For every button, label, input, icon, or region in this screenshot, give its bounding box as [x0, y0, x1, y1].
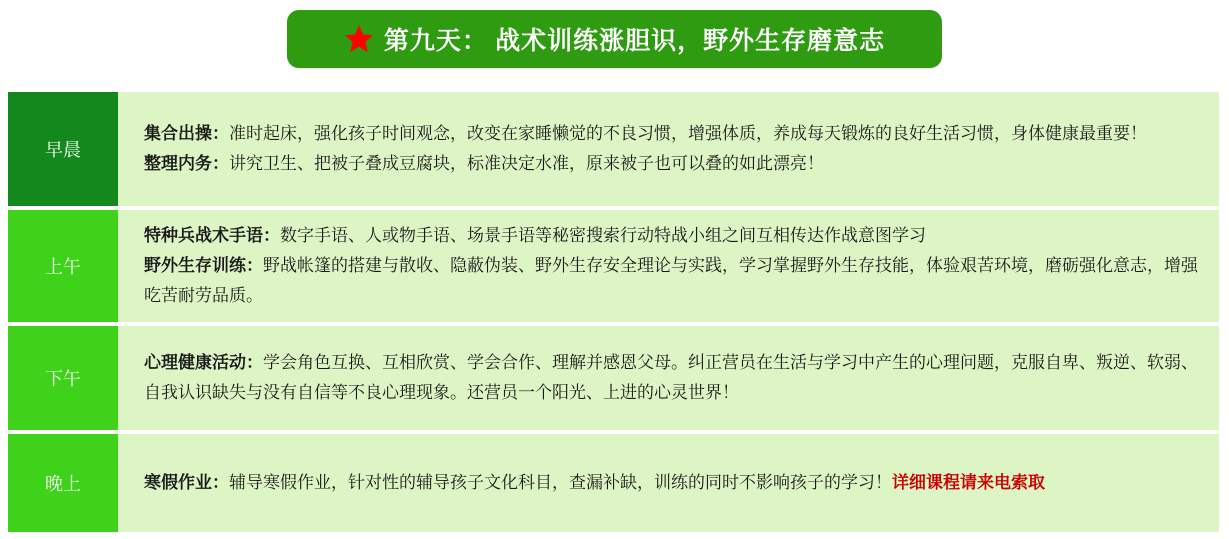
activity-content-cell [118, 92, 1219, 206]
table-row [8, 92, 1219, 206]
table-row [8, 210, 1219, 322]
activity-text: 准时起床，强化孩子时间观念，改变在家睡懒觉的不良习惯，增强体质，养成每天锻炼的良好生活习惯，身体健康最重要！ [229, 124, 1147, 144]
activity-label: 寒假作业： [144, 473, 229, 493]
contact-highlight: 详细课程请来电索取 [892, 473, 1045, 493]
time-slot-cell [8, 92, 118, 206]
activity-content-cell [118, 326, 1219, 430]
activity-paragraph [144, 221, 1201, 251]
activity-paragraph [144, 149, 1201, 179]
activity-paragraph [144, 348, 1201, 408]
time-slot-label: 上午 [45, 257, 81, 277]
title-banner [287, 10, 942, 68]
activity-paragraph [144, 251, 1201, 311]
activity-label: 心理健康活动： [144, 353, 263, 373]
time-slot-label: 晚上 [45, 474, 81, 494]
activity-text: 讲究卫生、把被子叠成豆腐块，标准决定水准，原来被子也可以叠的如此漂亮！ [229, 154, 824, 173]
activity-label: 整理内务： [144, 154, 229, 173]
activity-text: 学会角色互换、互相欣赏、学会合作、理解并感恩父母。纠正营员在生活与学习中产生的心理问题，克服自卑、叛逆、软弱、自我认识缺失与没有自信等不良心理现象。还营员一个阳光、上进的心灵世界！ [144, 353, 1198, 402]
activity-paragraph [144, 468, 1201, 498]
activity-text: 野战帐篷的搭建与散收、隐蔽伪装、野外生存安全理论与实践，学习掌握野外生存技能，体验艰苦环境，磨砺强化意志，增强吃苦耐劳品质。 [144, 256, 1198, 305]
schedule-table [8, 92, 1219, 536]
time-slot-cell [8, 210, 118, 322]
activity-text: 辅导寒假作业，针对性的辅导孩子文化科目，查漏补缺，训练的同时不影响孩子的学习！ [229, 473, 892, 493]
activity-content-cell [118, 434, 1219, 532]
time-slot-label: 早晨 [45, 140, 81, 160]
star-icon [344, 24, 374, 54]
table-row [8, 326, 1219, 430]
activity-paragraph [144, 119, 1201, 149]
time-slot-cell [8, 326, 118, 430]
banner-container [0, 0, 1229, 68]
page-title: 第九天： 战术训练涨胆识，野外生存磨意志 [383, 28, 886, 55]
time-slot-cell [8, 434, 118, 532]
activity-text: 数字手语、人或物手语、场景手语等秘密搜索行动特战小组之间互相传达作战意图学习 [280, 226, 926, 246]
activity-label: 集合出操： [144, 124, 229, 144]
activity-label: 野外生存训练： [144, 256, 263, 276]
activity-label: 特种兵战术手语： [144, 226, 280, 246]
table-row [8, 434, 1219, 532]
time-slot-label: 下午 [45, 369, 81, 389]
activity-content-cell [118, 210, 1219, 322]
